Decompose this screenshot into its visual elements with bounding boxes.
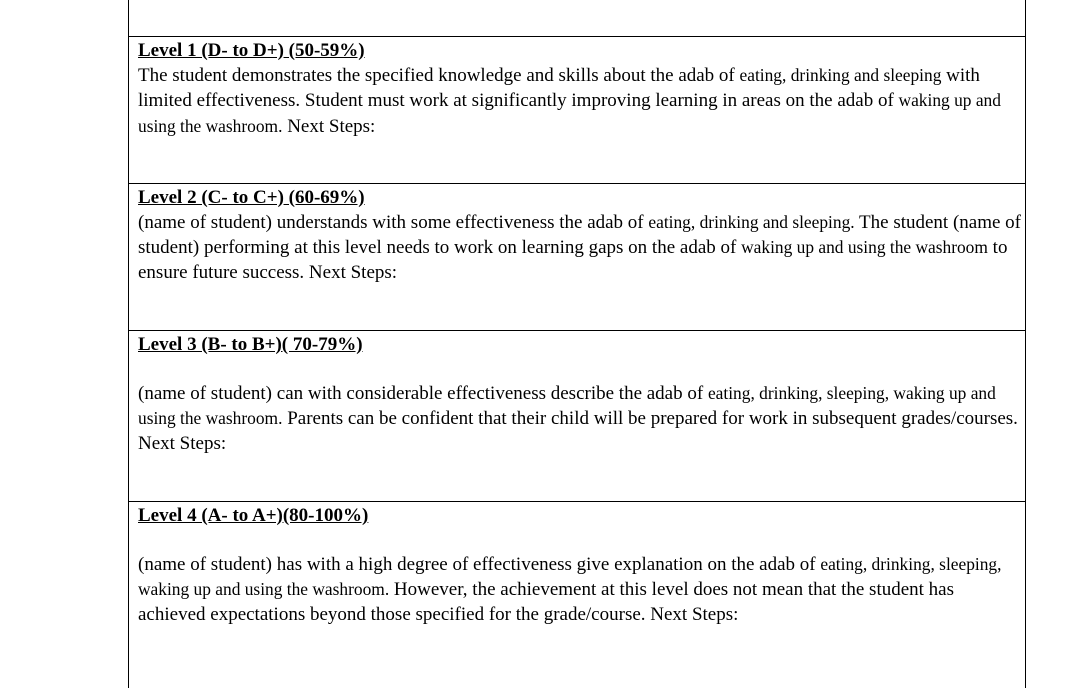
description-text-segment: eating, drinking, sleeping, waking up and using the washroom.: [138, 383, 996, 429]
description-text-segment: The student (name of student) performing at this level needs to work on learning gaps on the adab of: [138, 212, 1022, 259]
level-2-description: [138, 210, 1023, 285]
description-text-segment: waking up and using the washroom.: [138, 90, 1001, 136]
level-4-description: [138, 552, 1023, 627]
description-text-segment: eating, drinking, sleeping, waking up and using the washroom.: [138, 554, 1002, 600]
rubric-row-empty: [129, 0, 1025, 37]
description-text-segment: Next Steps:: [282, 115, 376, 137]
level-3-description: [138, 381, 1023, 456]
rubric-row-level-1: [129, 36, 1025, 183]
description-text-segment: to ensure future success. Next Steps:: [138, 237, 1008, 283]
description-text-segment: The student demonstrates the specified knowledge and skills about the adab of: [138, 65, 740, 86]
description-text-segment: However, the achievement at this level does not mean that the student has achieved expectations beyond those specified for the grade/course. Next Steps:: [138, 579, 955, 625]
description-text-segment: waking up and using the washroom: [741, 237, 988, 258]
rubric-row-level-4: [129, 501, 1025, 691]
level-3-heading: Level 3 (B- to B+)( 70-79%): [138, 334, 363, 355]
description-text-segment: eating, drinking and sleeping.: [648, 212, 855, 232]
description-text-segment: with limited effectiveness. Student must work at significantly improving learning in areas on the adab of: [138, 65, 980, 112]
description-text-segment: (name of student) has with a high degree of effectiveness give explanation on the adab of: [138, 554, 821, 575]
level-1-heading: Level 1 (D- to D+) (50-59%): [138, 40, 365, 61]
level-2-heading: Level 2 (C- to C+) (60-69%): [138, 187, 365, 208]
level-1-description: [138, 63, 1023, 139]
description-text-segment: eating, drinking and sleeping: [739, 65, 942, 85]
level-4-heading: Level 4 (A- to A+)(80-100%): [138, 505, 369, 526]
description-text-segment: Parents can be confident that their child will be prepared for work in subsequent grades/courses. Next Steps:: [138, 408, 1018, 454]
rubric-table: [128, 0, 1026, 688]
rubric-row-level-2: [129, 183, 1025, 330]
description-text-segment: (name of student) can with considerable effectiveness describe the adab of: [138, 383, 708, 404]
description-text-segment: (name of student) understands with some effectiveness the adab of: [138, 212, 649, 233]
rubric-row-level-3: [129, 330, 1025, 501]
